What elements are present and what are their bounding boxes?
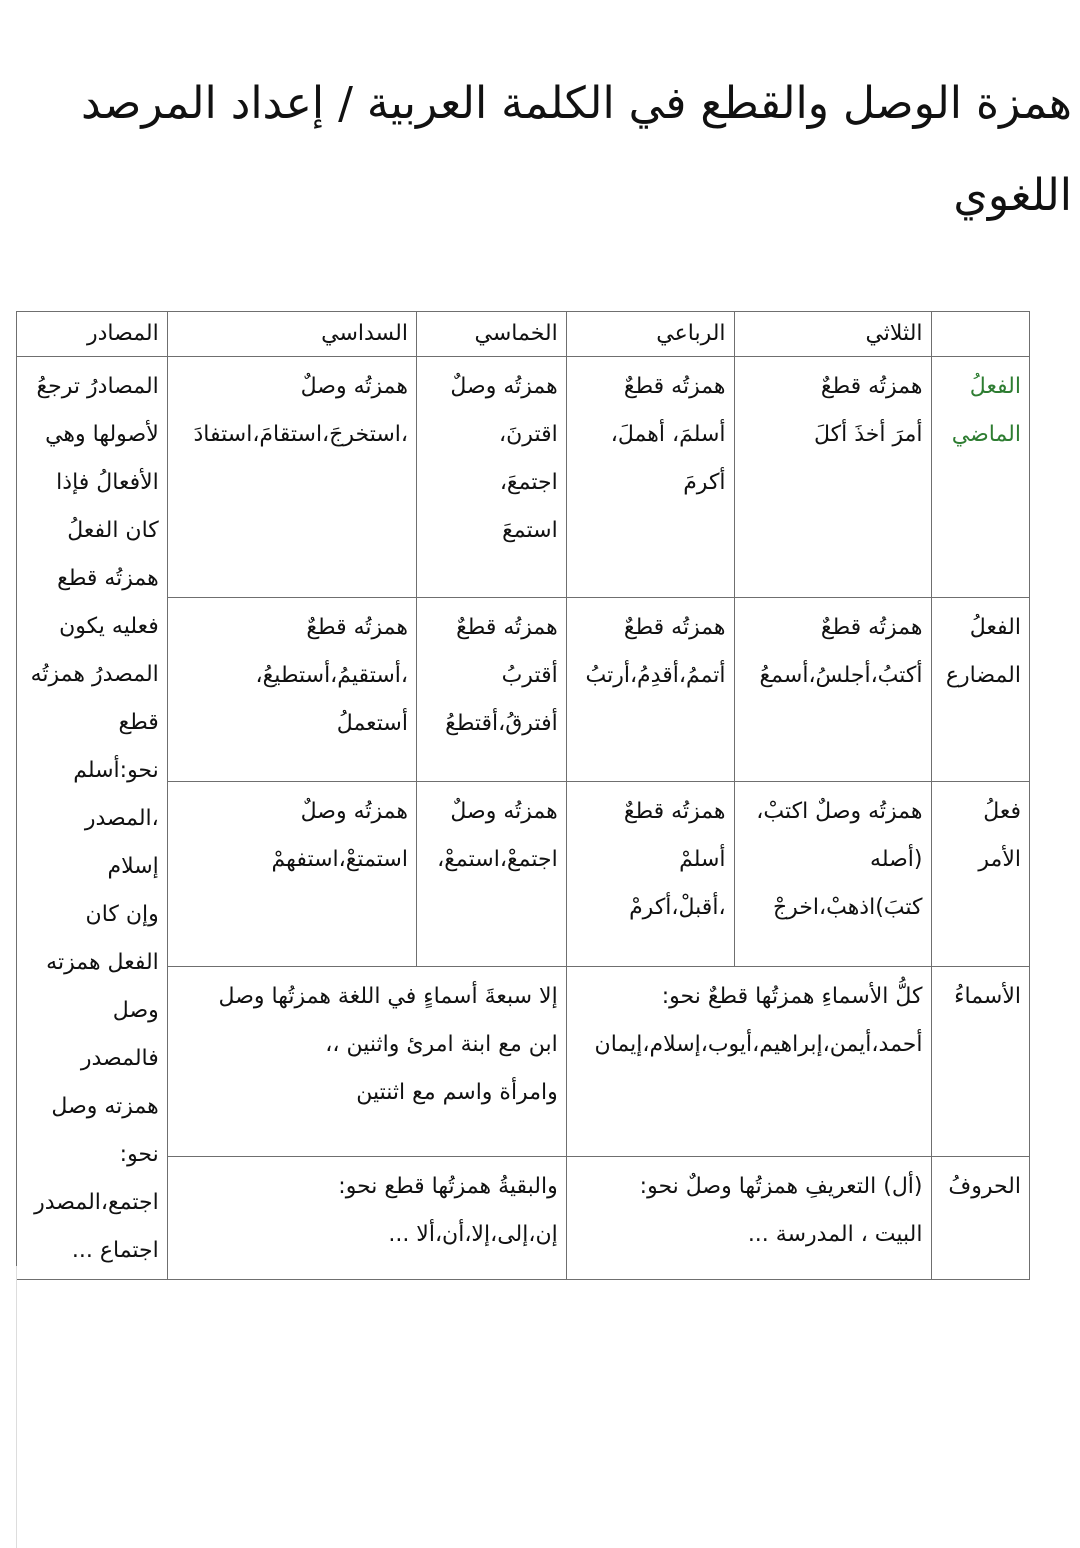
table-row-madi bbox=[17, 357, 1030, 598]
row-label-line: الفعلُ bbox=[969, 374, 1021, 399]
cell-line: البيت ، المدرسة ... bbox=[747, 1221, 923, 1247]
cell-mudari-khumasi bbox=[416, 598, 566, 781]
cell-amr-khumasi bbox=[416, 781, 566, 966]
row-label-mudari bbox=[931, 598, 1029, 781]
cell-line: همزتُه وصلٌ bbox=[300, 374, 408, 399]
masadir-line: المصدرُ همزتُه bbox=[30, 662, 159, 687]
masadir-line: همزته وصل bbox=[51, 1094, 159, 1119]
cell-mudari-sudasi bbox=[167, 598, 416, 781]
table-row-mudari bbox=[17, 598, 1030, 781]
cell-huruf-first bbox=[566, 1156, 931, 1279]
cell-line: أقتربُ bbox=[501, 663, 558, 689]
cell-line: استمعَ bbox=[502, 518, 558, 543]
cell-line: أستعملُ bbox=[336, 711, 408, 737]
cell-line: همزتُه وصلٌ bbox=[300, 798, 408, 824]
row-label-line: الأمر bbox=[978, 846, 1021, 872]
cell-line: أمرَ أخذَ أكلَ bbox=[813, 422, 923, 447]
cell-line: همزتُه قطعٌ bbox=[623, 615, 726, 641]
row-label-huruf bbox=[931, 1156, 1029, 1279]
masadir-line: فالمصدر bbox=[80, 1046, 159, 1071]
header-rubai: الرباعي bbox=[566, 312, 734, 357]
cell-line: (أل) التعريفِ همزتُها وصلٌ نحو: bbox=[639, 1173, 923, 1199]
row-label-line: فعلُ bbox=[983, 798, 1021, 824]
row-label-line: الماضي bbox=[951, 422, 1021, 447]
cell-line: إن،إلى،إلا،أن،ألا ... bbox=[388, 1221, 558, 1247]
table-header-row bbox=[17, 312, 1030, 357]
cell-line: أتممُ،أقدِمُ،أرتبُ bbox=[585, 663, 726, 689]
cell-line: همزتُه قطعٌ bbox=[306, 615, 408, 641]
cell-line: أحمد،أيمن،إبراهيم،أيوب،إسلام،إيمان bbox=[594, 1032, 923, 1058]
cell-line: ابن مع ابنة امرئ واثنين ،، bbox=[325, 1032, 558, 1058]
cell-line: استمتعْ،استفهمْ bbox=[271, 846, 408, 872]
cell-line: إلا سبعةَ أسماءٍ في اللغة همزتُها وصل bbox=[218, 984, 558, 1010]
cell-amr-rubai bbox=[566, 781, 734, 966]
row-label-amr bbox=[931, 781, 1029, 966]
masadir-line: نحو:أسلم bbox=[73, 758, 159, 783]
cell-madi-khumasi bbox=[416, 357, 566, 598]
masadir-line: لأصولها وهي bbox=[45, 422, 159, 447]
masadir-line: الفعل همزته bbox=[46, 950, 159, 975]
row-label-madi bbox=[931, 357, 1029, 598]
cell-line: ،أقبلْ،أكرمْ bbox=[629, 894, 726, 920]
page-title-line-2: اللغوي bbox=[953, 170, 1072, 221]
cell-amr-thulathi bbox=[734, 781, 931, 966]
row-label-line: الحروفُ bbox=[948, 1173, 1021, 1199]
cell-line: أفترقُ،أقتطعُ bbox=[445, 711, 558, 737]
cell-line: كتبَ)اذهبْ،اخرجْ bbox=[772, 894, 923, 920]
cell-line: همزتُه وصلٌ bbox=[450, 374, 558, 399]
row-label-asma bbox=[931, 967, 1029, 1157]
cell-mudari-thulathi bbox=[734, 598, 931, 781]
cell-masadir bbox=[17, 357, 168, 1280]
cell-line: اجتمعَ، bbox=[499, 470, 558, 495]
cell-line: (أصله bbox=[870, 846, 923, 872]
table-row-amr bbox=[17, 781, 1030, 966]
row-label-line: المضارع bbox=[945, 663, 1021, 689]
masadir-line: فعليه يكون bbox=[59, 614, 159, 639]
masadir-line: اجتماع ... bbox=[71, 1238, 159, 1263]
cell-huruf-second bbox=[167, 1156, 566, 1279]
cell-line: همزتُه قطعٌ bbox=[623, 798, 726, 824]
masadir-line: المصادرُ ترجعُ bbox=[36, 374, 159, 399]
cell-line: أسلمَ، أهملَ، bbox=[610, 422, 726, 447]
cell-asma-first bbox=[566, 967, 931, 1157]
masadir-line: وإن كان bbox=[85, 902, 159, 927]
cell-line: اجتمعْ،استمعْ، bbox=[437, 846, 558, 872]
cell-line: وامرأة واسم مع اثنتين bbox=[356, 1080, 558, 1106]
cell-line: ،استخرجَ،استقامَ،استفادَ bbox=[193, 422, 408, 447]
cell-line: ،أستقيمُ،أستطيعُ، bbox=[255, 663, 408, 689]
cell-line: أكرمَ bbox=[683, 470, 726, 495]
masadir-line: اجتمع،المصدر bbox=[34, 1190, 159, 1215]
cell-line: همزتُه وصلٌ اكتبْ، bbox=[756, 798, 923, 824]
cell-line: همزتُه قطعٌ bbox=[623, 374, 726, 399]
cell-madi-thulathi bbox=[734, 357, 931, 598]
cell-line: همزتُه قطعٌ bbox=[820, 374, 923, 399]
header-masadir: المصادر bbox=[17, 312, 168, 357]
header-khumasi: الخماسي bbox=[416, 312, 566, 357]
masadir-line: همزتُه قطع bbox=[57, 566, 159, 591]
cell-line: أكتبُ،أجلسُ،أسمعُ bbox=[759, 663, 923, 689]
masadir-line: وصل bbox=[112, 998, 159, 1023]
cell-mudari-rubai bbox=[566, 598, 734, 781]
hamza-table bbox=[16, 311, 1030, 1280]
cell-asma-second bbox=[167, 967, 566, 1157]
page-margin-rule bbox=[16, 1266, 17, 1548]
table-row-asma bbox=[17, 967, 1030, 1157]
header-sudasi: السداسي bbox=[167, 312, 416, 357]
table-row-huruf bbox=[17, 1156, 1030, 1279]
cell-line: كلُّ الأسماءِ همزتُها قطعٌ نحو: bbox=[661, 984, 923, 1010]
masadir-line: كان الفعلُ bbox=[67, 518, 159, 543]
row-label-line: الأسماءُ bbox=[954, 984, 1021, 1010]
cell-amr-sudasi bbox=[167, 781, 416, 966]
cell-line: اقترنَ، bbox=[499, 422, 558, 447]
cell-madi-sudasi bbox=[167, 357, 416, 598]
cell-line: أسلمْ bbox=[679, 846, 726, 872]
page-title-line-1: همزة الوصل والقطع في الكلمة العربية / إعداد المرصد bbox=[80, 78, 1072, 129]
masadir-line: قطع bbox=[118, 710, 159, 735]
header-thulathi: الثلاثي bbox=[734, 312, 931, 357]
cell-line: همزتُه قطعٌ bbox=[820, 615, 923, 641]
masadir-line: ،المصدر bbox=[84, 806, 159, 831]
masadir-line: الأفعالُ فإذا bbox=[56, 470, 159, 495]
cell-madi-rubai bbox=[566, 357, 734, 598]
header-corner bbox=[931, 312, 1029, 357]
cell-line: همزتُه قطعٌ bbox=[456, 615, 558, 641]
masadir-line: نحو: bbox=[119, 1142, 159, 1167]
cell-line: همزتُه وصلٌ bbox=[450, 798, 558, 824]
masadir-line: إسلام bbox=[107, 854, 159, 879]
cell-line: والبقيةُ همزتُها قطع نحو: bbox=[338, 1173, 558, 1199]
page-title bbox=[12, 58, 1072, 242]
row-label-line: الفعلُ bbox=[969, 615, 1021, 641]
